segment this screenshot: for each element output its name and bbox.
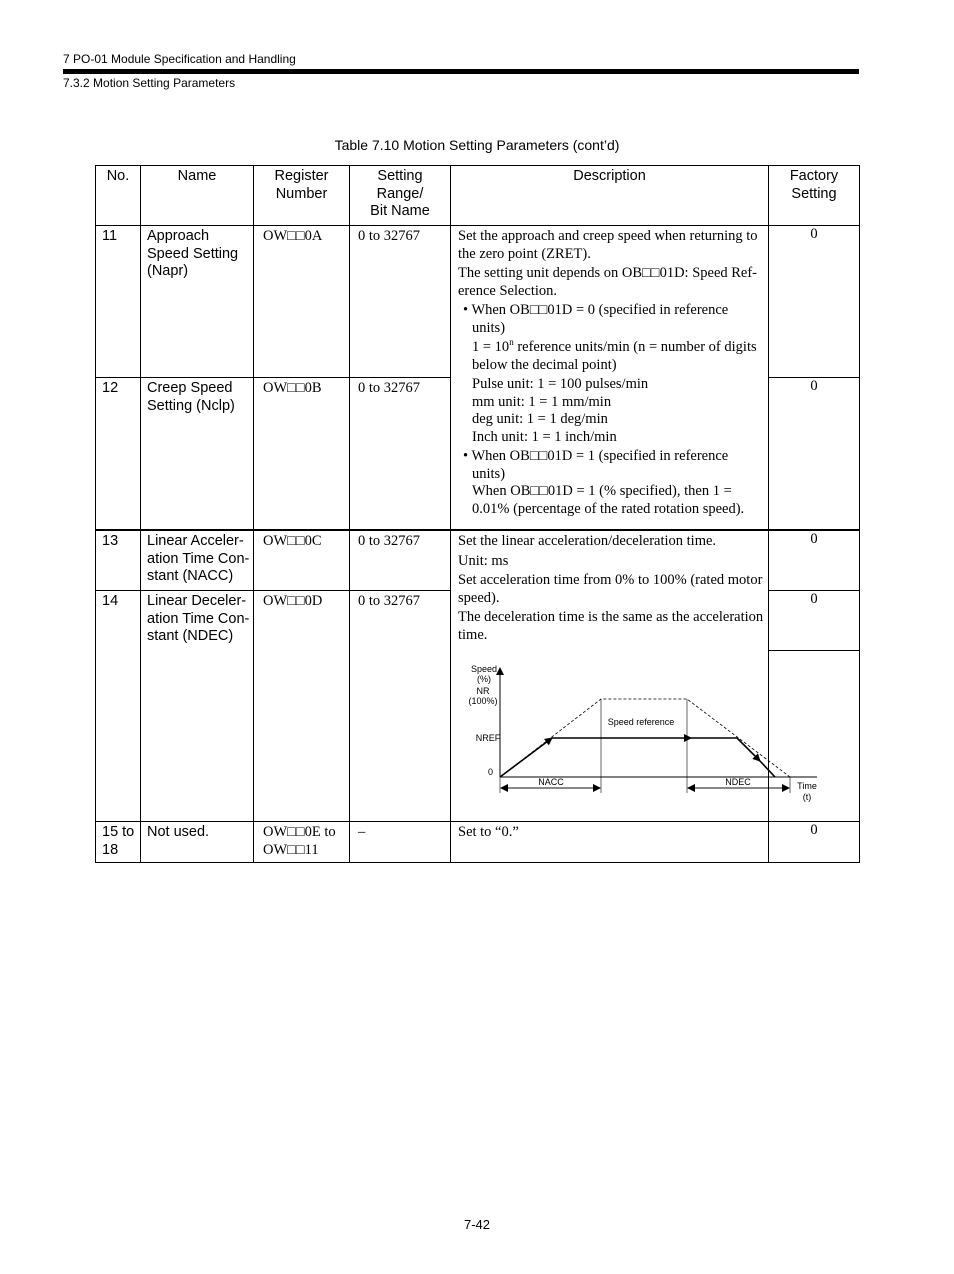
header-range-line: Range/ <box>376 185 424 202</box>
motion-parameters-table <box>95 165 860 863</box>
rule <box>768 165 769 863</box>
row-name: Approach Speed Setting (Napr) <box>147 228 239 279</box>
rule <box>95 165 96 863</box>
rule <box>253 165 254 863</box>
rule <box>95 225 860 226</box>
formula-text: reference units/min (n = number of digits below the decimal point) <box>472 339 757 373</box>
desc-line: When OB□□01D = 1 (% specified), then 1 = 0.01% (percentage of the rated rotation speed). <box>472 483 745 517</box>
row-name: Creep Speed Setting (Nclp) <box>147 380 235 414</box>
row-no: 14 <box>102 593 119 609</box>
rule <box>140 165 141 863</box>
desc-para: Set the linear acceleration/deceleration time. <box>458 533 717 549</box>
row-name: Linear Deceler-ation Time Con-stant (NDEC) <box>147 593 250 644</box>
desc-formula <box>458 339 764 374</box>
header-range-line: Setting <box>377 168 423 184</box>
page-number: 7-42 <box>463 1217 491 1232</box>
label-nr-percent: (100%) <box>468 696 498 706</box>
row-register: OW□□0B <box>263 380 322 396</box>
header-register-line: Register <box>274 168 329 184</box>
header-description: Description <box>573 168 646 184</box>
desc-bullet: • When OB□□01D = 1 (specified in reference units) <box>463 448 729 482</box>
rule <box>95 377 450 378</box>
label-time: Time <box>797 781 817 791</box>
label-time-unit: (t) <box>802 792 812 802</box>
row-factory: 0 <box>810 531 818 547</box>
label-nr: NR <box>476 686 490 696</box>
label-nref: NREF <box>475 733 501 743</box>
header-no: No. <box>106 168 130 184</box>
speed-profile-diagram <box>455 660 817 810</box>
row-register: OW□□0E to OW□□11 <box>263 824 336 858</box>
row-no: 12 <box>102 380 119 396</box>
label-speed-reference: Speed reference <box>607 717 675 727</box>
row-range: 0 to 32767 <box>358 533 421 549</box>
label-zero: 0 <box>487 767 493 777</box>
row-range: 0 to 32767 <box>358 228 421 244</box>
rule <box>768 650 860 651</box>
row-range: 0 to 32767 <box>358 380 421 396</box>
rule <box>95 529 860 531</box>
row-factory: 0 <box>810 378 818 394</box>
rule <box>95 165 860 166</box>
row-register: OW□□0D <box>263 593 323 609</box>
header-factory-line: Setting <box>791 185 837 202</box>
label-ndec: NDEC <box>725 777 751 787</box>
description-speed <box>458 228 764 518</box>
rule <box>349 165 350 863</box>
header-register-line: Number <box>275 185 328 202</box>
table-caption: Table 7.10 Motion Setting Parameters (cont’d) <box>334 137 620 153</box>
desc-para: The deceleration time is the same as the acceleration time. <box>458 609 764 643</box>
label-nacc: NACC <box>538 777 564 787</box>
rule <box>450 165 451 863</box>
header-range <box>350 168 450 221</box>
row-range: – <box>358 824 366 840</box>
rule <box>95 821 860 822</box>
header-factory-line: Factory <box>789 168 839 184</box>
header-factory <box>769 168 859 203</box>
desc-line: Inch unit: 1 = 1 inch/min <box>472 428 617 445</box>
running-header-chapter: 7 PO-01 Module Specification and Handling <box>63 52 296 66</box>
row-register: OW□□0C <box>263 533 322 549</box>
label-percent: (%) <box>477 674 491 684</box>
desc-para: Set the approach and creep speed when returning to the zero point (ZRET). <box>458 228 758 262</box>
accel-segment <box>500 738 552 777</box>
description-accel <box>458 533 764 646</box>
desc-para: Set acceleration time from 0% to 100% (rated motor speed). <box>458 572 763 606</box>
description-unused: Set to “0.” <box>458 824 519 840</box>
formula-base: 1 = 10 <box>472 339 510 355</box>
row-factory: 0 <box>810 226 818 242</box>
rule <box>95 590 450 591</box>
row-factory: 0 <box>810 591 818 607</box>
running-header-section: 7.3.2 Motion Setting Parameters <box>63 76 236 90</box>
label-speed: Speed <box>470 664 498 674</box>
header-name: Name <box>177 168 217 184</box>
header-rule <box>63 69 859 74</box>
decel-segment <box>737 738 760 761</box>
rule <box>95 862 860 863</box>
formula-exponent: n <box>509 337 514 348</box>
desc-line: deg unit: 1 = 1 deg/min <box>472 411 608 427</box>
desc-line: Pulse unit: 1 = 100 pulses/min <box>472 376 649 392</box>
row-name: Linear Acceler-ation Time Con-stant (NACC) <box>147 533 250 584</box>
desc-para: The setting unit depends on OB□□01D: Speed Ref-erence Selection. <box>458 265 758 299</box>
row-no: 15 to 18 <box>102 824 135 858</box>
row-no: 13 <box>102 533 119 549</box>
desc-para: Unit: ms <box>458 552 509 569</box>
header-register <box>254 168 349 203</box>
header-range-line: Bit Name <box>370 203 430 219</box>
row-no: 11 <box>102 228 118 244</box>
desc-bullet: • When OB□□01D = 0 (specified in reference units) <box>463 302 729 336</box>
desc-line: mm unit: 1 = 1 mm/min <box>472 393 612 410</box>
row-range: 0 to 32767 <box>358 593 421 609</box>
row-name: Not used. <box>147 824 210 840</box>
rule <box>859 165 860 863</box>
row-factory: 0 <box>810 822 818 838</box>
row-register: OW□□0A <box>263 228 323 244</box>
